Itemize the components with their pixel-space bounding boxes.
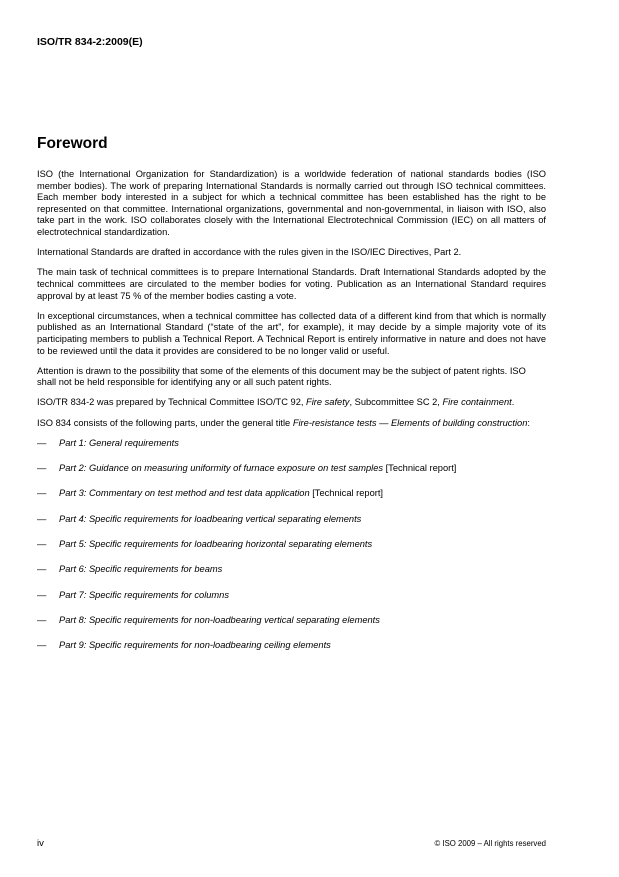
part-note: [Technical report] bbox=[383, 463, 457, 474]
paragraph-technical-report: In exceptional circumstances, when a technical committee has collected data of a different kind from that which is normally published as an International Standard (“state of the art”, for example), it may decide by a simple majority vote of its participating members to publish a Technical Report. A Technical Report is entirely informative in nature and does not have to be reviewed until the data it provides are considered to be no longer valid or useful. bbox=[37, 310, 546, 356]
part-title: Part 2: Guidance on measuring uniformity of furnace exposure on test samples bbox=[59, 463, 384, 474]
paragraph-directives: International Standards are drafted in accordance with the rules given in the ISO/IEC Directives, Part 2. bbox=[37, 247, 462, 258]
part-title: Part 9: Specific requirements for non-loadbearing ceiling elements bbox=[59, 640, 331, 651]
list-item bbox=[37, 590, 546, 615]
copyright-notice: © ISO 2009 – All rights reserved bbox=[434, 839, 546, 848]
em-dash: — bbox=[37, 640, 47, 651]
foreword-body bbox=[37, 169, 546, 666]
parts-intro-prefix: ISO 834 consists of the following parts, under the general title bbox=[37, 417, 293, 428]
subcommittee-subject: Fire containment bbox=[442, 397, 512, 408]
parts-intro-suffix: : bbox=[527, 417, 530, 428]
list-item bbox=[37, 640, 546, 665]
list-item bbox=[37, 514, 546, 539]
part-title: Part 6: Specific requirements for beams bbox=[59, 564, 223, 575]
part-title: Part 3: Commentary on test method and test data application bbox=[59, 488, 310, 499]
paragraph-parts-intro bbox=[37, 418, 546, 430]
list-item bbox=[37, 615, 546, 640]
list-item bbox=[37, 438, 546, 463]
prepared-by-suffix: . bbox=[511, 397, 515, 408]
em-dash: — bbox=[37, 488, 47, 499]
part-title: Part 7: Specific requirements for columns bbox=[59, 589, 229, 600]
parts-list bbox=[37, 438, 546, 666]
section-title: Foreword bbox=[37, 135, 108, 152]
part-title: Part 5: Specific requirements for loadbearing horizontal separating elements bbox=[59, 539, 373, 550]
paragraph-patent-rights: Attention is drawn to the possibility that some of the elements of this document may be the subject of patent rights. ISO shall not be held responsible for identifying any or all such patent rights. bbox=[37, 365, 526, 388]
committee-subject: Fire safety bbox=[306, 397, 350, 408]
list-item bbox=[37, 488, 546, 513]
part-title: Part 4: Specific requirements for loadbearing vertical separating elements bbox=[59, 513, 362, 524]
paragraph-main-task: The main task of technical committees is to prepare International Standards. Draft International Standards adopted by the technical committees are circulated to the member bodies for voting. Publication as an International Standard requires approval by at least 75 % of the member bodies casting a vote. bbox=[37, 267, 546, 301]
general-title: Fire-resistance tests — Elements of building construction bbox=[292, 417, 528, 428]
page-number: iv bbox=[37, 838, 44, 849]
em-dash: — bbox=[37, 539, 47, 550]
list-item bbox=[37, 539, 546, 564]
em-dash: — bbox=[37, 614, 47, 625]
em-dash: — bbox=[37, 564, 47, 575]
em-dash: — bbox=[37, 437, 47, 448]
part-title: Part 1: General requirements bbox=[59, 437, 179, 448]
prepared-by-prefix: ISO/TR 834-2 was prepared by Technical Committee ISO/TC 92, bbox=[37, 397, 307, 408]
paragraph-iso-intro: ISO (the International Organization for Standardization) is a worldwide federation of national standards bodies (ISO member bodies). The work of preparing International Standards is normally carried out through ISO technical committees. Each member body interested in a subject for which a technical committee has been established has the right to be represented on that committee. International organizations, governmental and non-governmental, in liaison with ISO, also take part in the work. ISO collaborates closely with the International Electrotechnical Commission (IEC) on all matters of electrotechnical standardization. bbox=[37, 169, 546, 237]
list-item bbox=[37, 463, 546, 488]
part-title: Part 8: Specific requirements for non-loadbearing vertical separating elements bbox=[59, 614, 380, 625]
document-id: ISO/TR 834-2:2009(E) bbox=[37, 36, 143, 48]
prepared-by-middle: , Subcommittee SC 2, bbox=[349, 397, 443, 408]
em-dash: — bbox=[37, 589, 47, 600]
list-item bbox=[37, 564, 546, 589]
part-note: [Technical report] bbox=[309, 488, 384, 499]
paragraph-prepared-by bbox=[37, 397, 546, 409]
em-dash: — bbox=[37, 513, 47, 524]
em-dash: — bbox=[37, 463, 47, 474]
